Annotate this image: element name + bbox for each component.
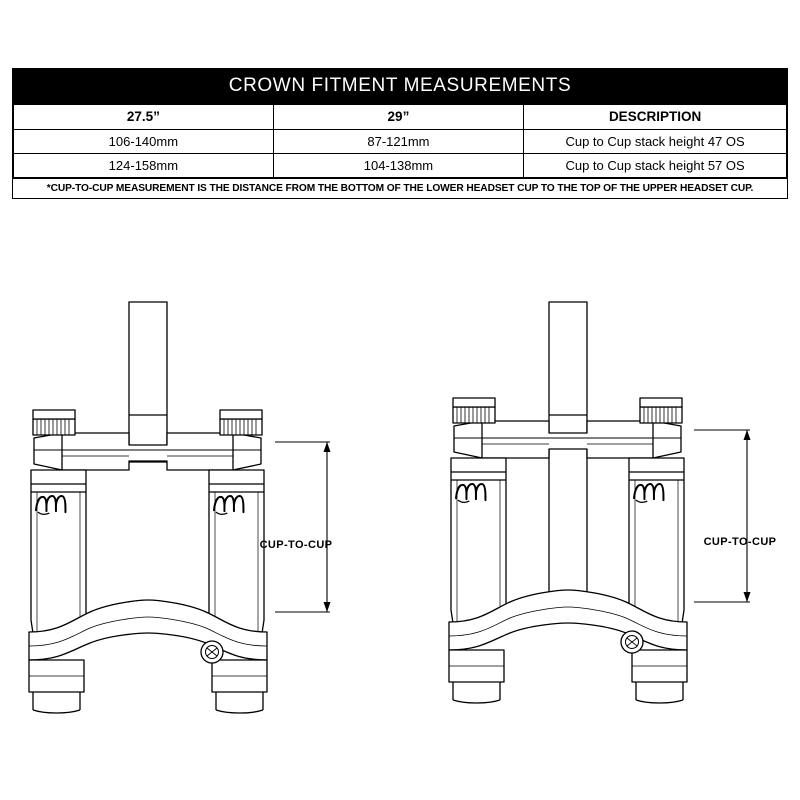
left-stanchion-cap-left <box>33 410 75 435</box>
right-cup-to-cup-dimension <box>694 430 751 602</box>
cell-275-row2: 124-158mm <box>14 154 274 178</box>
table-header-row <box>14 105 787 130</box>
left-stanchion-cap-right <box>220 410 262 435</box>
cell-29-row1: 87-121mm <box>273 130 523 154</box>
left-axle-clamp <box>29 660 267 713</box>
table-row <box>14 154 787 178</box>
right-fork-assembly <box>449 302 751 703</box>
table-footnote: *CUP-TO-CUP MEASUREMENT IS THE DISTANCE FROM THE BOTTOM OF THE LOWER HEADSET CUP TO THE TOP OF THE UPPER HEADSET CUP. <box>13 178 787 198</box>
measurements-table <box>13 104 787 178</box>
left-dimension-label: CUP-TO-CUP <box>259 539 333 551</box>
right-stanchion-cap-right <box>640 398 682 423</box>
column-header-275: 27.5” <box>14 105 274 130</box>
cell-29-row2: 104-138mm <box>273 154 523 178</box>
cell-275-row1: 106-140mm <box>14 130 274 154</box>
right-dimension-label: CUP-TO-CUP <box>703 536 777 548</box>
fork-diagram-svg <box>0 240 800 740</box>
right-lower-leg-right <box>629 458 684 630</box>
left-lower-leg-right <box>209 470 264 640</box>
table-title: CROWN FITMENT MEASUREMENTS <box>13 69 787 104</box>
cell-description-row1: Cup to Cup stack height 47 OS <box>524 130 787 154</box>
left-fork-assembly <box>29 302 331 713</box>
right-axle-clamp <box>449 650 687 703</box>
right-steerer-tube <box>549 302 587 602</box>
right-lower-leg-left <box>451 458 506 630</box>
left-cup-to-cup-dimension <box>275 442 331 612</box>
right-stanchion-cap-left <box>453 398 495 423</box>
left-steerer-tube <box>129 302 167 462</box>
column-header-29: 29” <box>273 105 523 130</box>
table-row <box>14 130 787 154</box>
cell-description-row2: Cup to Cup stack height 57 OS <box>524 154 787 178</box>
crown-fitment-table <box>12 68 788 199</box>
column-header-description: DESCRIPTION <box>524 105 787 130</box>
left-lower-leg-left <box>31 470 86 640</box>
left-arch-bolt <box>201 641 223 663</box>
right-arch-bolt <box>621 631 643 653</box>
fork-diagram <box>0 240 800 740</box>
